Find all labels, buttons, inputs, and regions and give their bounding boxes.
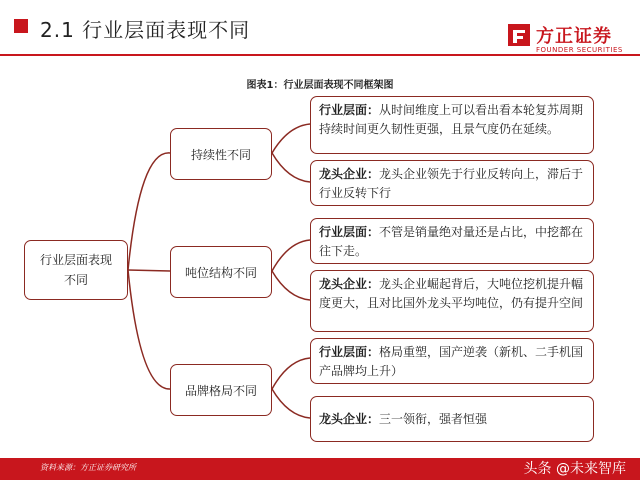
connector-root-branch3: [128, 270, 170, 389]
slide-title: 2.1 行业层面表现不同: [40, 18, 251, 42]
detail-brand-industry: [310, 338, 594, 384]
detail-body: 龙头企业崛起背后，大吨位挖机提升幅度更大，且对比国外龙头平均吨位，仍有提升空间: [319, 277, 584, 310]
footer-source: 资料来源：方正证券研究所: [40, 463, 136, 472]
connector-root-branch2: [128, 270, 170, 271]
branch-node-tonnage: 吨位结构不同: [170, 246, 272, 298]
detail-head: 龙头企业：: [319, 167, 380, 181]
detail-head: 龙头企业：: [319, 411, 380, 426]
footer-watermark: 头条 @未来智库: [523, 461, 626, 477]
connector-branch3-detail1: [272, 358, 310, 389]
connector-branch1-detail2: [272, 153, 310, 182]
connector-root-branch1: [128, 153, 170, 270]
figure-caption: 图表1：行业层面表现不同框架图: [246, 80, 394, 91]
detail-body: 不管是销量绝对量还是占比，中挖都在往下走。: [319, 225, 584, 258]
detail-persistence-industry: [310, 96, 594, 154]
detail-body: 从时间维度上可以看出看本轮复苏周期持续时间更久韧性更强，且景气度仍在延续。: [319, 103, 584, 136]
detail-head: 行业层面：: [319, 103, 380, 117]
detail-head: 行业层面：: [319, 225, 380, 239]
detail-body: 龙头企业领先于行业反转向上，滞后于行业反转下行: [319, 167, 584, 200]
connector-branch2-detail1: [272, 240, 310, 271]
detail-body: 格局重塑，国产逆袭（新机、二手机国产品牌均上升）: [319, 345, 584, 378]
detail-tonnage-industry: [310, 218, 594, 264]
detail-brand-leader: [310, 396, 594, 442]
branch-node-brand: 品牌格局不同: [170, 364, 272, 416]
logo-english-name: FOUNDER SECURITIES: [536, 46, 623, 54]
logo-chinese-name: 方正证券: [536, 26, 612, 47]
connector-branch2-detail2: [272, 271, 310, 300]
detail-persistence-leader: [310, 160, 594, 206]
detail-tonnage-leader: [310, 270, 594, 332]
detail-head: 行业层面：: [319, 345, 380, 359]
detail-head: 龙头企业：: [319, 277, 380, 291]
branch-node-persistence: 持续性不同: [170, 128, 272, 180]
root-node: 行业层面表现不同: [24, 240, 128, 300]
connector-branch3-detail2: [272, 389, 310, 418]
connector-branch1-detail1: [272, 124, 310, 153]
detail-body: 三一领衔，强者恒强: [379, 411, 488, 426]
